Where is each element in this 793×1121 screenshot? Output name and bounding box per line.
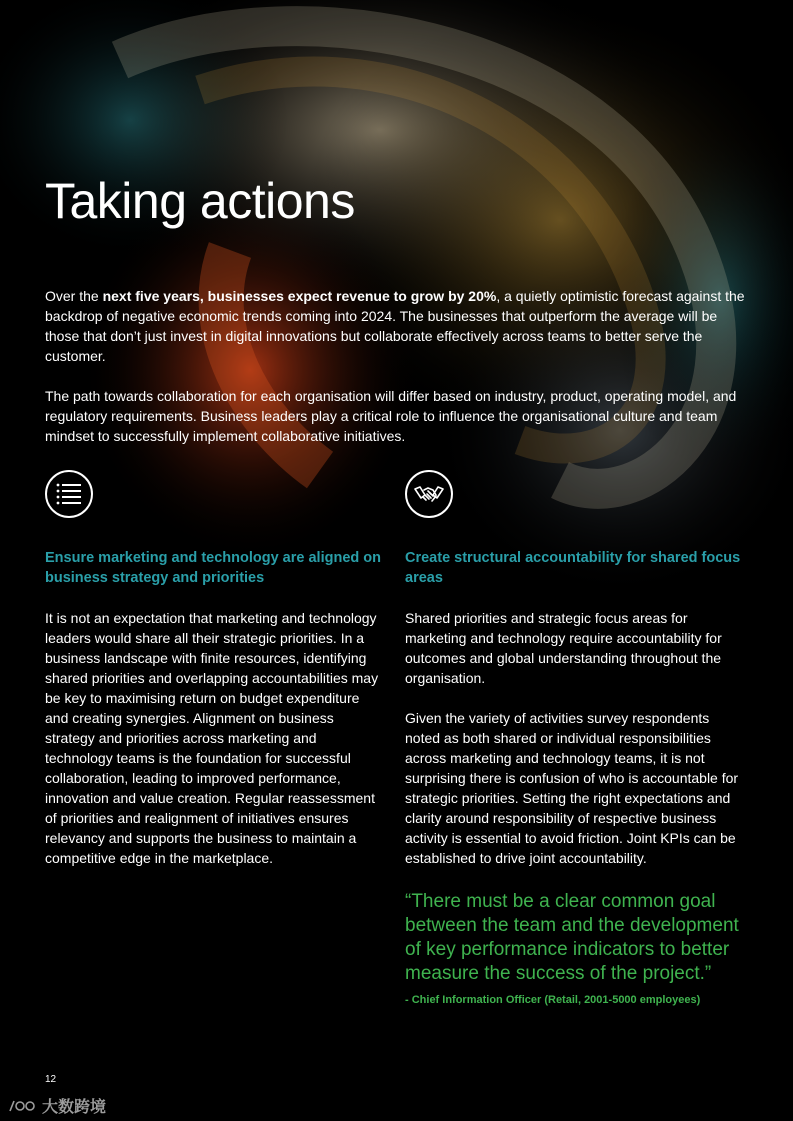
- watermark-logo-icon: [8, 1098, 38, 1114]
- watermark: [8, 1094, 106, 1117]
- page-number: 12: [45, 1074, 57, 1085]
- intro-paragraph-2: The path towards collaboration for each organisation will differ based on industry, product, operating model, and regulatory requirements. Business leaders play a critical role to influence the organisational culture and team mindset to successfully implement collaborative initiatives.: [45, 388, 737, 444]
- right-column: [405, 470, 745, 1006]
- left-body: It is not an expectation that marketing and technology leaders would share all their strategic priorities. In a business landscape with finite resources, identifying shared priorities and overlapping accountabilities may be key to maximising return on budget expenditure and creating synergies. Alignment on business strategy and priorities across marketing and technology teams is the foundation for successful collaboration, leading to improved performance, innovation and value creation. Regular reassessment of priorities and realignment of initiatives ensures relevancy and supports the business to maintain a competitive edge in the marketplace.: [45, 610, 379, 866]
- list-icon: [45, 470, 93, 518]
- intro-paragraph-1: [45, 286, 750, 366]
- right-body-1: Shared priorities and strategic focus areas for marketing and technology require accountability for outcomes and global understanding throughout the organisation.: [405, 610, 722, 686]
- handshake-icon: [405, 470, 453, 518]
- left-column: [45, 470, 385, 868]
- intro-lead: Over the: [45, 288, 103, 304]
- pull-quote: “There must be a clear common goal between the team and the development of key performance indicators to better measure the success of the project.”: [405, 891, 739, 984]
- right-body-2: Given the variety of activities survey respondents noted as both shared or individual responsibilities across marketing and technology teams, it is not surprising there is confusion of who is accountable for strategic priorities. Setting the right expectations and clarity around responsibility of respective business activity is essential to avoid friction. Joint KPIs can be established to drive joint accountability.: [405, 710, 739, 866]
- right-heading: Create structural accountability for shared focus areas: [405, 550, 741, 586]
- left-heading: Ensure marketing and technology are aligned on business strategy and priorities: [45, 550, 381, 586]
- intro-rest: , a quietly optimistic forecast against the backdrop of negative economic trends coming into 2024. The businesses that outperform the average will be those that don’t just invest in digital innovations but collaborate effectively across teams to better serve the customer.: [45, 288, 745, 364]
- page-title: Taking actions: [45, 173, 355, 229]
- quote-attribution: - Chief Information Officer (Retail, 2001-5000 employees): [405, 994, 701, 1006]
- intro-highlight: next five years, businesses expect revenue to grow by 20%: [102, 288, 497, 304]
- watermark-text: 大数跨境: [42, 1099, 107, 1116]
